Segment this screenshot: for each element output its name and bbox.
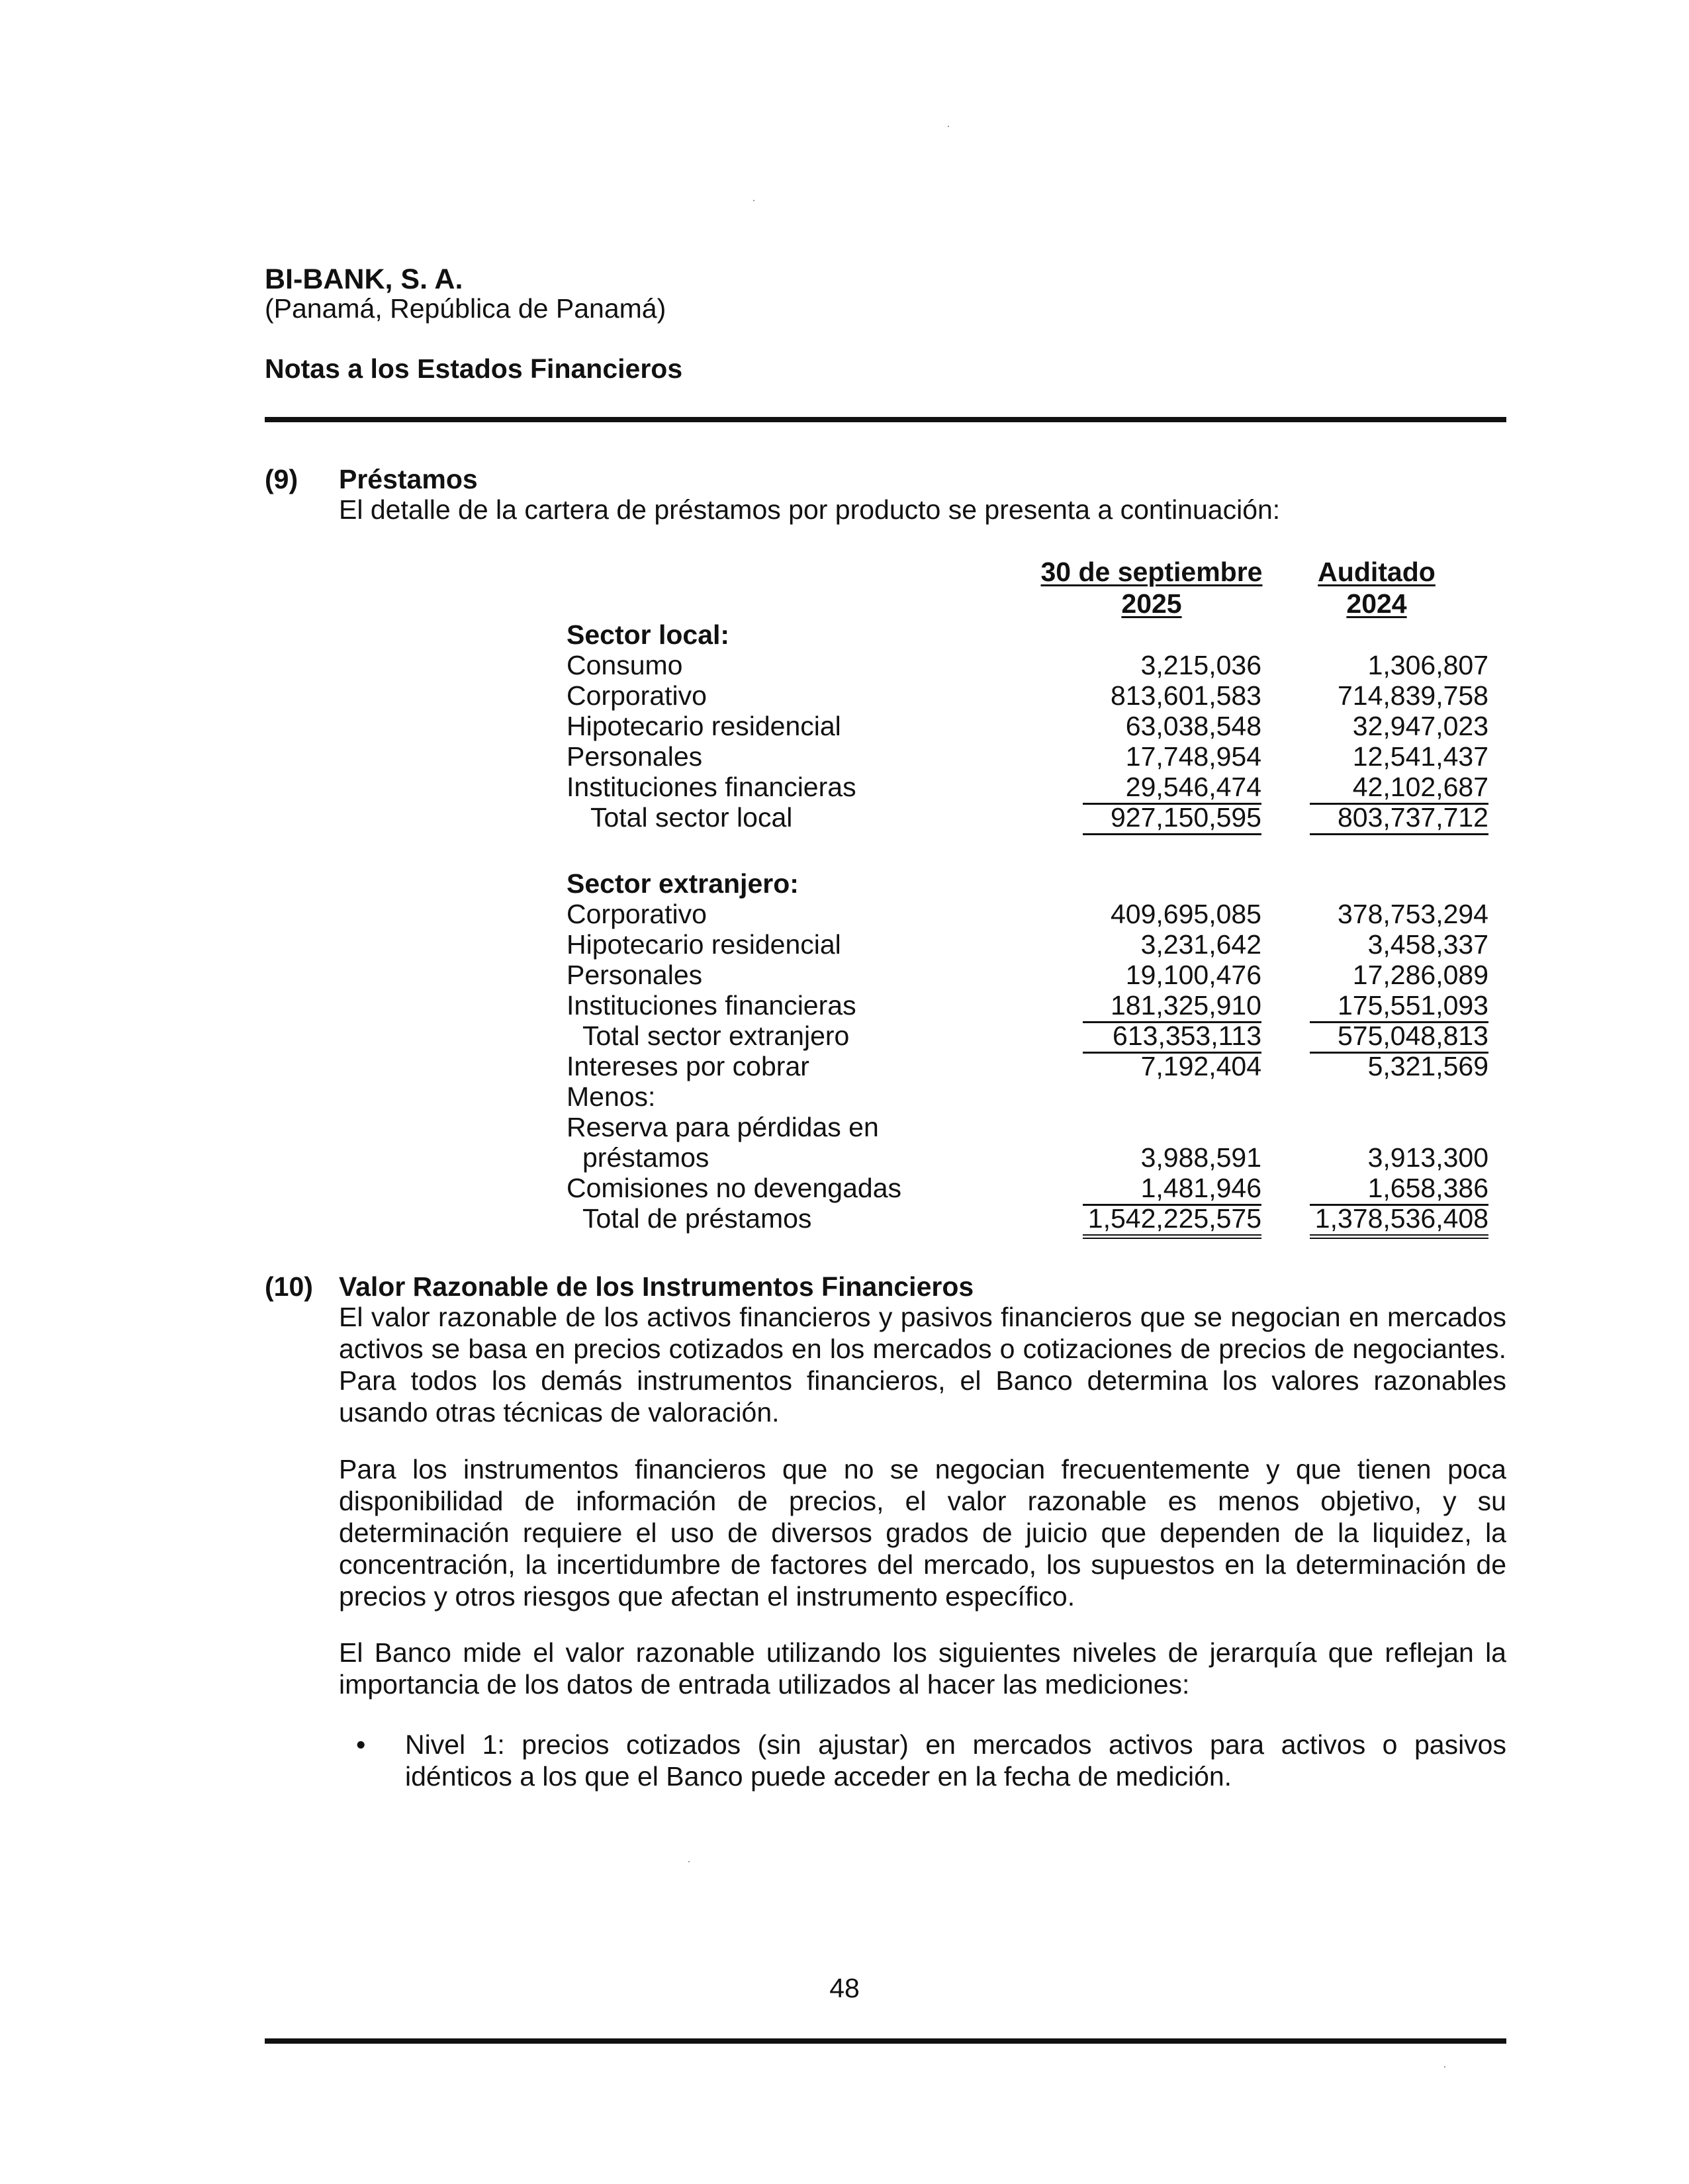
scan-speck (1444, 2066, 1445, 2068)
row-label: Consumo (567, 650, 683, 680)
row-label: Personales (567, 960, 703, 990)
value-2025: 409,695,085 (1110, 899, 1261, 929)
value-2025: 7,192,404 (1140, 1051, 1261, 1081)
value-2025: 1,481,946 (1083, 1172, 1261, 1206)
value-2025: 29,546,474 (1083, 771, 1261, 805)
row-label: Corporativo (567, 899, 707, 929)
scan-speck (688, 1861, 690, 1862)
bullet-item-level1: Nivel 1: precios cotizados (sin ajustar) en mercados activos para activos o pasivos idénticos a los que el Banco puede acceder en la fecha de medición. (405, 1729, 1506, 1792)
note10-paragraph-3: El Banco mide el valor razonable utilizando los siguientes niveles de jerarquía que reflejan la importancia de los datos de entrada utilizados al hacer las mediciones: (339, 1637, 1506, 1700)
value-2024: 1,378,536,408 (1310, 1203, 1488, 1239)
row-label: Hipotecario residencial (567, 711, 841, 741)
value-2024: 378,753,294 (1337, 899, 1488, 929)
value-2024: 3,913,300 (1367, 1142, 1488, 1173)
row-label: Hipotecario residencial (567, 929, 841, 960)
value-2025: 3,231,642 (1140, 929, 1261, 960)
value-2025: 813,601,583 (1110, 680, 1261, 711)
row-label: Intereses por cobrar (567, 1051, 809, 1081)
value-2024: 714,839,758 (1337, 680, 1488, 711)
note10-paragraph-1: El valor razonable de los activos financieros y pasivos financieros que se negocian en mercados activos se basa en precios cotizados en los mercados o cotizaciones de precios de negociantes. Para todos los demás instrumentos financieros, el Banco determina los valores razonables usando otras técnicas de valoración. (339, 1302, 1506, 1428)
value-2024: 1,658,386 (1310, 1172, 1488, 1206)
row-label: Instituciones financieras (567, 990, 856, 1021)
value-2024: 803,737,712 (1310, 801, 1488, 835)
header-rule (265, 417, 1506, 422)
value-2024: 17,286,089 (1352, 960, 1488, 990)
page-number: 48 (829, 1973, 860, 2003)
note10-number: (10) (265, 1271, 313, 1302)
row-label: Total sector extranjero (582, 1021, 850, 1051)
value-2024: 175,551,093 (1310, 989, 1488, 1023)
scan-speck (948, 126, 949, 127)
value-2025: 17,748,954 (1125, 741, 1261, 772)
note9-title: Préstamos (339, 464, 478, 494)
column-header-2024: Auditado 2024 (1318, 557, 1436, 619)
value-2025: 63,038,548 (1125, 711, 1261, 741)
row-label-cont: préstamos (582, 1142, 709, 1173)
row-label: Corporativo (567, 680, 707, 711)
row-label: Comisiones no devengadas (567, 1173, 901, 1203)
value-2025: 1,542,225,575 (1083, 1203, 1261, 1239)
row-label: Reserva para pérdidas en (567, 1112, 879, 1142)
company-name: BI-BANK, S. A. (265, 263, 463, 295)
row-label: Instituciones financieras (567, 772, 856, 802)
footer-rule (265, 2038, 1506, 2044)
row-label: Personales (567, 741, 703, 772)
value-2024: 575,048,813 (1310, 1020, 1488, 1054)
document-title: Notas a los Estados Financieros (265, 353, 683, 384)
scan-speck (753, 200, 754, 201)
value-2024: 42,102,687 (1310, 771, 1488, 805)
value-2024: 32,947,023 (1352, 711, 1488, 741)
column-header-2025: 30 de septiembre 2025 (1040, 557, 1263, 619)
value-2024: 3,458,337 (1367, 929, 1488, 960)
value-2025: 19,100,476 (1125, 960, 1261, 990)
value-2024: 1,306,807 (1367, 650, 1488, 680)
company-location: (Panamá, República de Panamá) (265, 293, 666, 324)
value-2025: 3,988,591 (1140, 1142, 1261, 1173)
value-2025: 613,353,113 (1083, 1020, 1261, 1054)
value-2024: 12,541,437 (1352, 741, 1488, 772)
section-heading-foreign: Sector extranjero: (567, 868, 799, 899)
note10-title: Valor Razonable de los Instrumentos Financieros (339, 1271, 974, 1302)
note9-intro: El detalle de la cartera de préstamos por producto se presenta a continuación: (339, 494, 1281, 525)
value-2025: 927,150,595 (1083, 801, 1261, 835)
value-2024: 5,321,569 (1367, 1051, 1488, 1081)
value-2025: 181,325,910 (1083, 989, 1261, 1023)
row-label: Total sector local (590, 802, 793, 833)
note9-number: (9) (265, 464, 298, 494)
section-heading-local: Sector local: (567, 619, 730, 650)
value-2025: 3,215,036 (1140, 650, 1261, 680)
row-label: Total de préstamos (582, 1203, 812, 1234)
bullet-dot-icon: • (356, 1729, 366, 1760)
note10-paragraph-2: Para los instrumentos financieros que no se negocian frecuentemente y que tienen poca disponibilidad de información de precios, el valor razonable es menos objetivo, y su determinación requiere el uso de diversos grados de juicio que dependen de la liquidez, la concentración, la incertidumbre de factores del mercado, los supuestos en la determinación de precios y otros riesgos que afectan el instrumento específico. (339, 1454, 1506, 1612)
less-label: Menos: (567, 1081, 656, 1112)
